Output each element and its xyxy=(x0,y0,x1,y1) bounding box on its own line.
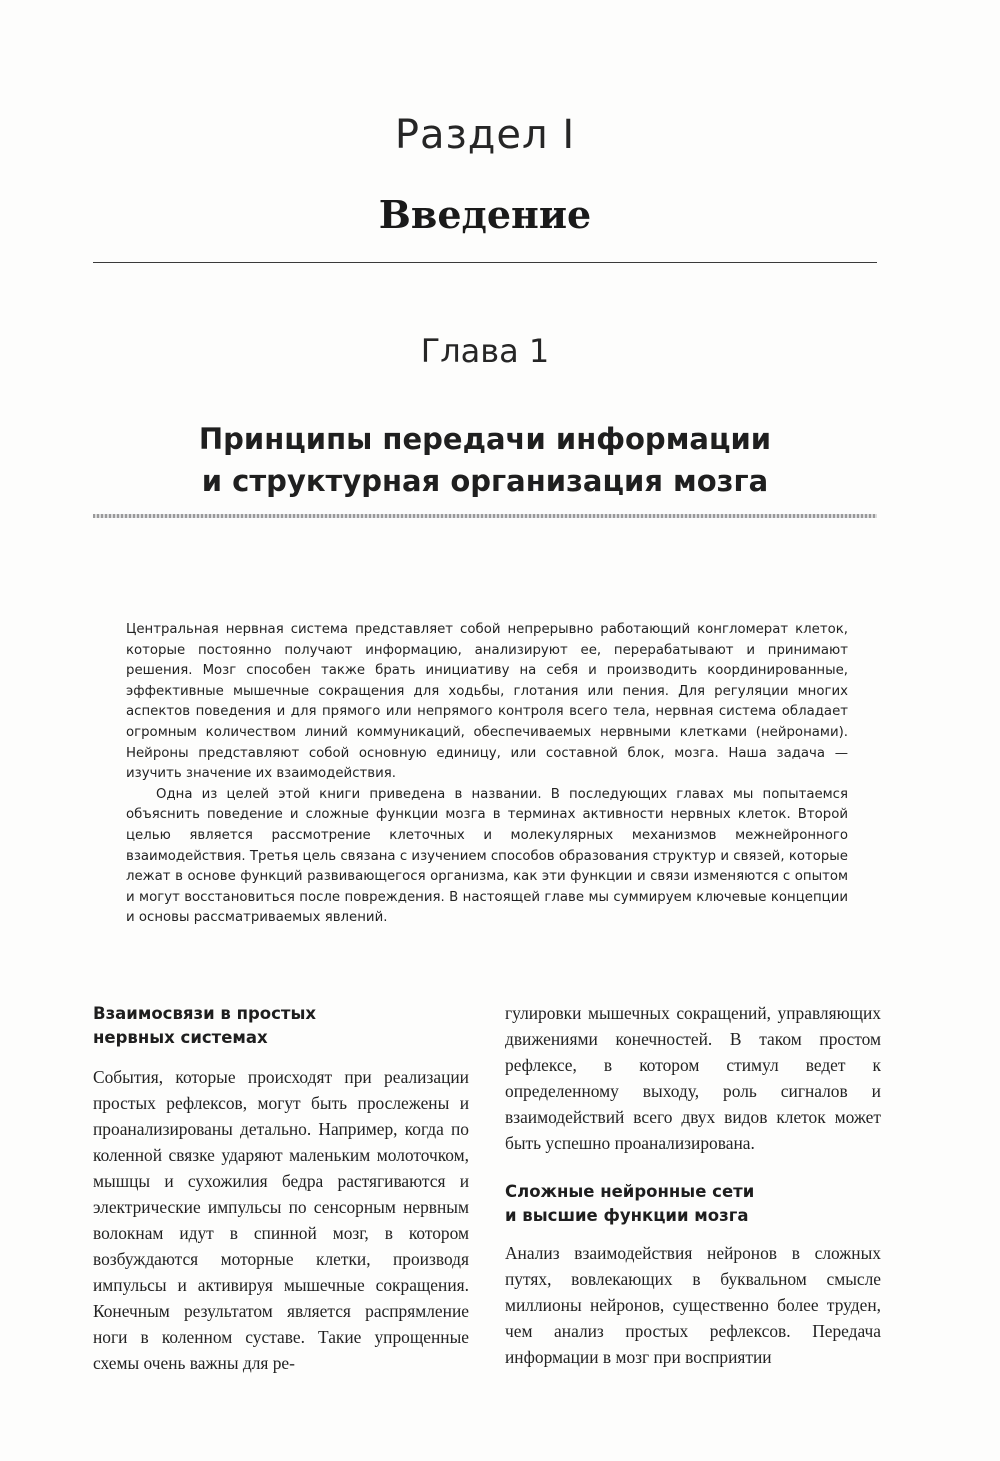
left-heading-line-2: нервных системах xyxy=(93,1028,268,1047)
chapter-title-line-2: и структурная организация мозга xyxy=(201,464,769,498)
right-heading-line-1: Сложные нейронные сети xyxy=(505,1182,755,1201)
intro-paragraph-2: Одна из целей этой книги приведена в названии. В последующих главах мы попытаемся объяснить поведение и сложные функции мозга в терминах активности нервных клеток. Второй целью является рассмотрение клеточных и молекулярных механизмов межнейронного взаимодействия. Третья цель связана с изучением способов образования структур и связей, которые лежат в основе функций развивающегося организма, как эти функции и связи изменяются с опытом и могут восстановиться после повреждения. В настоящей главе мы суммируем ключевые концепции и основы рассматриваемых явлений. xyxy=(126,786,848,926)
left-column xyxy=(93,1002,469,1376)
left-body-text: События, которые происходят при реализации простых рефлексов, могут быть прослежены и проанализированы детально. Например, когда по коленной связке ударяют маленьким молоточком, мышцы и сухожилия бедра растягиваются и электрические импульсы по сенсорным нервным волокнам идут в спинной мозг, в котором возбуждаются моторные клетки, производя импульсы и активируя мышечные сокращения. Конечным результатом является распрямление ноги в коленном суставе. Такие упрощенные схемы очень важны для ре- xyxy=(93,1067,469,1373)
chapter-divider xyxy=(93,514,877,518)
chapter-label: Глава 1 xyxy=(420,332,550,370)
chapter-title xyxy=(0,418,970,502)
section-label: Раздел I xyxy=(394,112,576,158)
right-heading-line-2: и высшие функции мозга xyxy=(505,1206,749,1225)
left-section-heading xyxy=(93,1002,469,1050)
chapter-intro xyxy=(126,620,848,929)
right-continuation-text: гулировки мышечных сокращений, управляющих движениями конечностей. В таком простом рефлексе, в котором стимул ведет к определенному выходу, роль сигналов и взаимодействий всего двух видов клеток может быть успешно проанализирована. xyxy=(505,1003,881,1153)
left-heading-line-1: Взаимосвязи в простых xyxy=(93,1004,317,1023)
section-divider xyxy=(93,262,877,263)
right-body-text: Анализ взаимодействия нейронов в сложных путях, вовлекающих в буквальном смысле миллионы нейронов, существенно более труден, чем анализ простых рефлексов. Передача информации в мозг при восприятии xyxy=(505,1243,881,1367)
section-title: Введение xyxy=(378,192,592,237)
intro-paragraph-1: Центральная нервная система представляет собой непрерывно работающий конгломерат клеток, которые постоянно получают информацию, анализируют ее, перерабатывают и принимают решения. Мозг способен также брать инициативу на себя и производить координированные, эффективные мышечные сокращения для ходьбы, глотания или пения. Для регуляции многих аспектов поведения и для прямого или непрямого контроля всего тела, нервная система обладает огромным количеством линий коммуникаций, обеспечиваемых нервными клетками (нейронами). Нейроны представляют собой основную единицу, или составной блок, мозга. Наша задача — изучить значение их взаимодействия. xyxy=(126,622,848,782)
right-column xyxy=(505,1000,881,1370)
right-section-heading xyxy=(505,1180,881,1228)
chapter-title-line-1: Принципы передачи информации xyxy=(198,422,772,456)
